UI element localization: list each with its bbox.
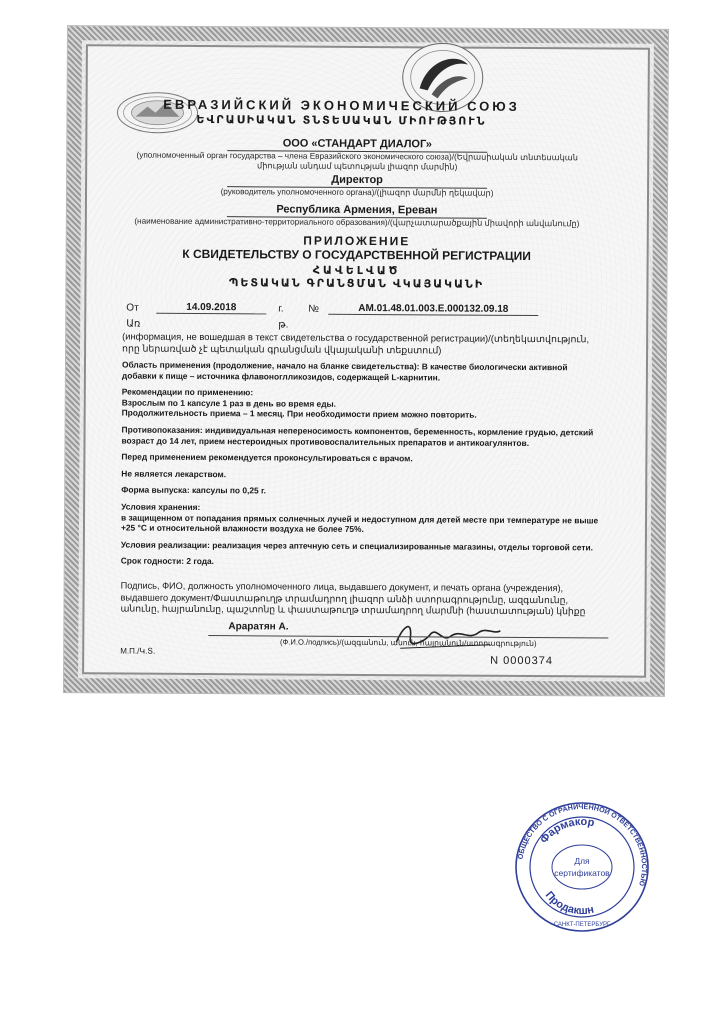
union-name-am: ԵՎՐԱՍԻԱԿԱՆ ՏՆՏԵՍԱԿԱՆ ՄԻՈՒԹՅՈՒՆ (196, 113, 487, 128)
serial-number: N 0000374 (490, 654, 554, 668)
year-label: г. (278, 303, 284, 315)
intro-text: (информация, не вошедшая в текст свидетельства о государственной регистрации)/(տեղեկատվություն, որը ներառված չէ պետական գրանցման վկայականի տեքստում) (122, 330, 590, 355)
company-stamp (514, 800, 650, 934)
document-body (121, 331, 602, 576)
signer-caption: (Ф.И.О./подпись)/(ազգանուն, անուն, հայրանուն/ստորագրություն) (279, 637, 537, 649)
registration-number: AM.01.48.01.003.E.000132.09.18 (328, 303, 538, 316)
storage-title: Условия хранения: (121, 501, 201, 512)
storage-text: в защищенном от попадания прямых солнечных лучей и недоступном для детей месте при температуре не выше +25 °С и относительной влажности воздуха не более 75%. (120, 512, 599, 535)
stamp-center-1: Для (574, 856, 590, 866)
organ-name: ООО «СТАНДАРТ ДИАЛОГ» (227, 137, 487, 153)
contraindications-text: Противопоказания: индивидуальная непереносимость компонентов, беременность, кормление грудью, детский возраст до 14 лет, прием нестероидных противовоспалительных препаратов и антикоагулянтов. (121, 424, 594, 448)
year-label-am: թ. (278, 319, 289, 331)
footer-text: Подпись, ФИО, должность уполномоченного лица, выдавшего документ, и печать органа (учреждения), выдавшего документ/Փաստաթուղթ տրամադրող լիազոր անձի ստորագրությունը, ազգանունը, անունը, հայրանունը, պաշտոնը և փաստաթուղթ տրամադրող մարմնի (հաստատության) կնիքը (120, 580, 586, 617)
stamp-center-2: сертификатов (554, 868, 610, 878)
scope-text: Область применения (продолжение, начало на бланке свидетельства): В качестве биологически активной добавки к пище – источника флавоноглликозидов, содержащей L-карнитин. (121, 359, 568, 383)
dosage-line-2: Продолжительность приема – 1 месяц. При необходимости прием можно повторить. (121, 407, 477, 421)
union-name-ru: ЕВРАЗИЙСКИЙ ЭКОНОМИЧЕСКИЙ СОЮЗ (163, 96, 520, 114)
stamp-ring-bottom: Продакшн (542, 889, 595, 918)
head-caption: (руководитель уполномоченного органа)/(լիազոր մարմնի ղեկավար) (220, 187, 494, 198)
sales-text: Условия реализации: реализация через аптечную сеть и специализированные магазины, отделы торговой сети. (120, 539, 593, 553)
document-title (146, 233, 566, 292)
title-line-2: К СВИДЕТЕЛЬСТВУ О ГОСУДАРСТВЕННОЙ РЕГИСТРАЦИИ (182, 246, 531, 264)
signer-name: Араратян А. (228, 621, 289, 633)
consult-text: Перед применением рекомендуется проконсультироваться с врачом. (121, 451, 413, 464)
head-title: Директор (227, 173, 487, 189)
stamp-outer-text: ОБЩЕСТВО С ОГРАНИЧЕННОЙ ОТВЕТСТВЕННОСТЬЮ (515, 801, 650, 888)
stamp-place-label: М.П./Կ.Տ. (120, 646, 156, 656)
organ-caption: (уполномоченный орган государства – члена Евразийского экономического союза)/(Եվրասիական տնտեսական միության անդամ պետության լիազոր մարմին) (136, 150, 578, 172)
signature-icon (390, 612, 506, 655)
release-form-text: Форма выпуска: капсулы по 0,25 г. (121, 484, 267, 496)
dosage-line-1: Взрослым по 1 капсуле 1 раз в день во время еды. (121, 397, 337, 409)
title-line-1: ПРИЛОЖЕНИЕ (303, 233, 411, 249)
union-header (151, 97, 531, 128)
not-drug-text: Не является лекарством. (121, 468, 227, 479)
title-line-4: ՊԵՏԱԿԱՆ ԳՐԱՆՑՄԱՆ ՎԿԱՅԱԿԱՆԻ (228, 277, 485, 291)
from-label-am: Առ (126, 318, 141, 330)
svg-text:Продакшн (543, 889, 595, 917)
shelf-life-text: Срок годности: 2 года. (120, 555, 215, 567)
territory-caption: (наименование административно-территориального образования)/(վարչատարածքային միավորի անվանումը) (134, 216, 580, 229)
certificate-sheet (64, 26, 668, 696)
dosage-title: Рекомендации по применению: (121, 386, 254, 398)
issue-date: 14.09.2018 (156, 302, 266, 315)
stamp-city: САНКТ-ПЕТЕРБУРГ (553, 922, 611, 928)
stamp-ring-top: Фармакор (538, 815, 596, 846)
title-line-3: ՀԱՎԵԼՎԱԾ (312, 264, 401, 278)
territory-name: Республика Армения, Ереван (227, 203, 487, 219)
number-label: № (308, 303, 320, 315)
from-label: От (126, 302, 139, 314)
